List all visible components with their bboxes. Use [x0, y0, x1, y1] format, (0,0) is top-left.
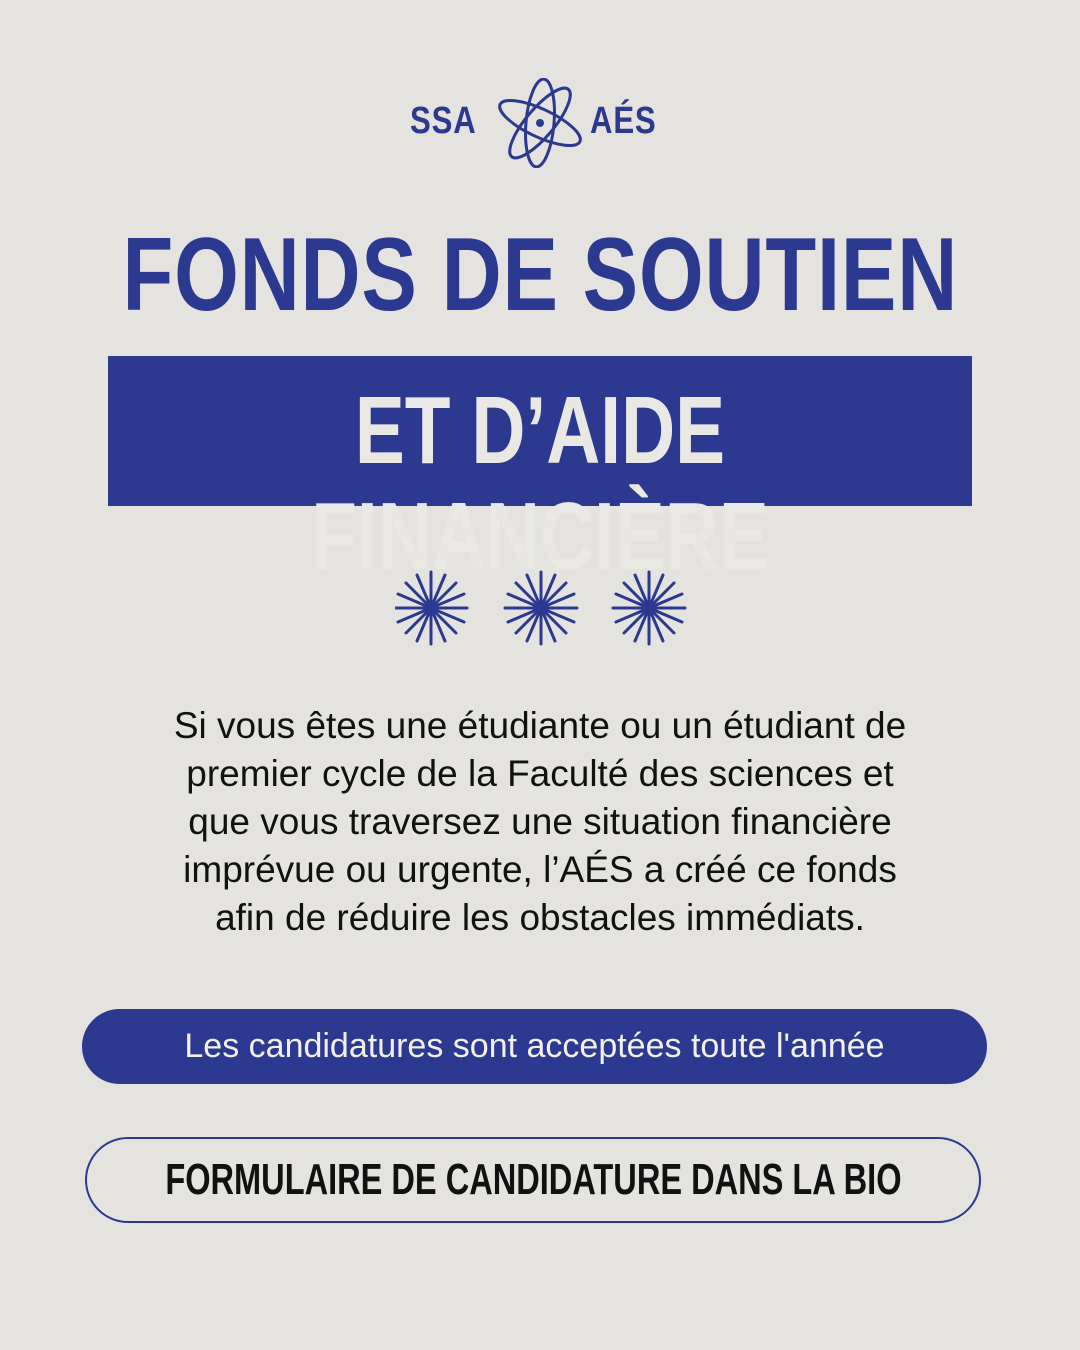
application-form-text: FORMULAIRE DE CANDIDATURE DANS LA BIO [164, 1155, 902, 1204]
subtitle-text: ET D’AIDE FINANCIÈRE [311, 377, 769, 590]
page-title-text: FONDS DE SOUTIEN [122, 217, 958, 333]
logo [0, 78, 1080, 168]
application-form-callout [85, 1137, 981, 1223]
logo-text-aes: AÉS [590, 100, 657, 142]
description-line: afin de réduire les obstacles immédiats. [215, 897, 865, 938]
starburst-decoration [395, 570, 690, 646]
applications-open-badge [82, 1009, 987, 1084]
description [90, 702, 990, 942]
logo-text-ssa: SSA [410, 100, 477, 142]
starburst-icon [395, 572, 467, 644]
description-line: que vous traversez une situation financière [188, 801, 892, 842]
applications-open-text: Les candidatures sont acceptées toute l'année [184, 1027, 885, 1065]
description-line: premier cycle de la Faculté des sciences et [186, 753, 894, 794]
page-title [0, 215, 1080, 335]
starburst-icon [505, 572, 577, 644]
description-line: imprévue ou urgente, l’AÉS a créé ce fonds [183, 849, 897, 890]
starburst-icon [613, 572, 685, 644]
description-line: Si vous êtes une étudiante ou un étudiant de [173, 705, 907, 746]
atom-icon [492, 78, 588, 168]
subtitle [108, 378, 972, 590]
subtitle-banner [108, 356, 972, 590]
